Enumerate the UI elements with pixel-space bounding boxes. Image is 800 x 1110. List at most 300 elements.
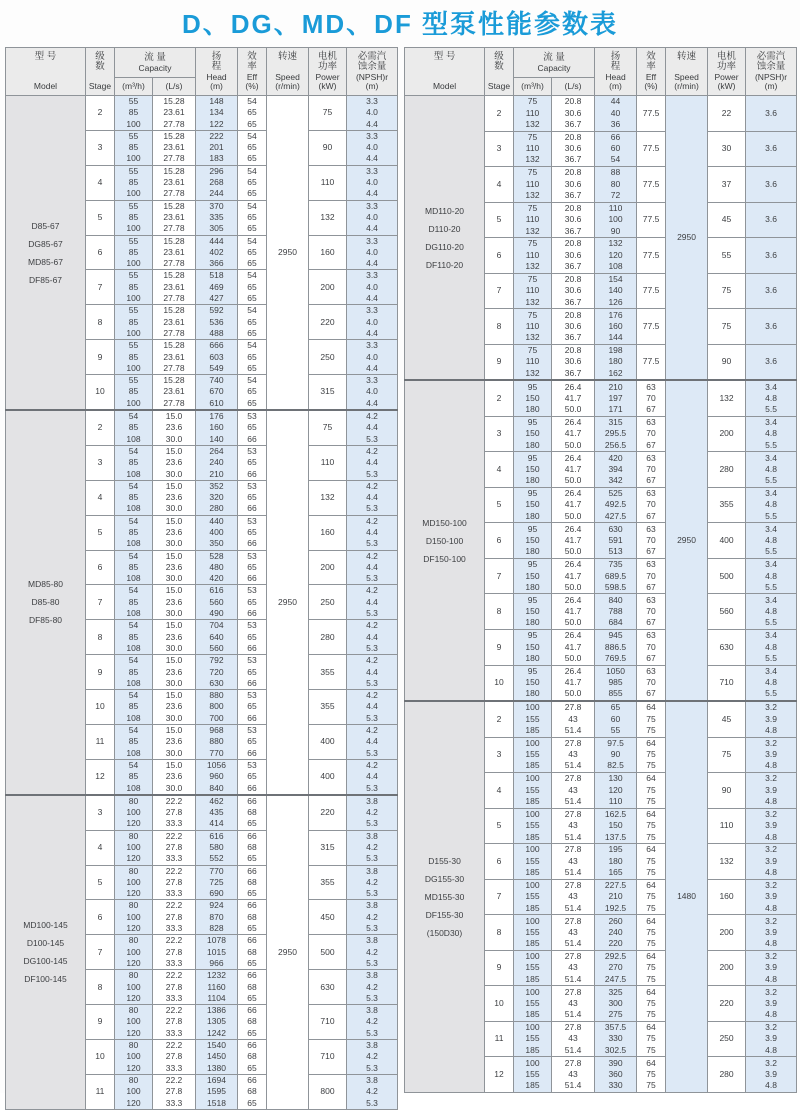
cell-line: 20.8 <box>564 309 582 320</box>
cell-line: 528 <box>209 550 224 561</box>
cell-line: 666 <box>209 340 224 351</box>
cell-line: 3.3 <box>366 130 378 141</box>
capacity-ls-cell <box>552 416 595 452</box>
cell-line: 120 <box>126 888 141 899</box>
eff-cell <box>238 1005 267 1040</box>
cell-line: 3.9 <box>765 784 777 795</box>
eff-cell <box>238 655 267 690</box>
cell-line: 72 <box>610 189 621 200</box>
cell-line: 120 <box>126 1097 141 1108</box>
cell-line: 68 <box>247 981 257 992</box>
stage-cell: 2 <box>485 96 514 132</box>
cell-line: 22.2 <box>165 1074 183 1085</box>
npsh-cell <box>347 375 398 410</box>
cell-line: 126 <box>608 296 623 307</box>
cell-line: 22.2 <box>165 1005 183 1016</box>
cell-line: 3.2 <box>765 986 777 997</box>
stage-cell: 5 <box>86 200 115 235</box>
power-cell: 220 <box>708 986 746 1022</box>
cell-line: 30.0 <box>165 433 183 444</box>
cell-line: 684 <box>608 617 623 628</box>
cell-line: 134 <box>209 107 224 118</box>
stage-cell: 8 <box>86 970 115 1005</box>
cell-line: 260 <box>608 915 623 926</box>
capacity-ls-cell <box>153 1005 196 1040</box>
capacity-m3h-cell <box>115 445 153 480</box>
head-cell <box>196 725 238 760</box>
cell-line: 3.3 <box>366 305 378 316</box>
cell-line: 176 <box>209 411 224 422</box>
capacity-ls-cell <box>552 879 595 915</box>
header-text-line: Stage <box>88 81 112 91</box>
capacity-m3h-cell <box>115 1040 153 1075</box>
cell-line: 335 <box>209 211 224 222</box>
cell-line: 75 <box>646 973 656 984</box>
cell-line: 4.0 <box>366 386 378 397</box>
cell-line: 176 <box>608 309 623 320</box>
header-npsh-labels <box>746 50 796 94</box>
cell-line: 110 <box>525 285 540 296</box>
cell-line: 51.4 <box>564 867 582 878</box>
header-speed <box>267 48 309 96</box>
cell-line: 330 <box>608 1033 623 1044</box>
cell-line: 50.0 <box>564 617 582 628</box>
stage-cell: 8 <box>485 309 514 345</box>
power-cell: 160 <box>309 235 347 270</box>
cell-line: 41.7 <box>564 534 582 545</box>
head-cell <box>595 273 637 309</box>
cell-line: 15.0 <box>165 445 183 456</box>
cell-line: 15.0 <box>165 690 183 701</box>
power-cell: 315 <box>309 375 347 410</box>
cell-line: 97.5 <box>607 737 624 748</box>
model-cell <box>405 96 485 381</box>
eff-cell <box>637 808 666 844</box>
cell-line: 3.9 <box>765 891 777 902</box>
npsh-cell <box>746 487 797 523</box>
eff-cell <box>238 690 267 725</box>
cell-line: 85 <box>128 457 139 468</box>
capacity-m3h-cell <box>115 235 153 270</box>
cell-line: 54 <box>128 550 139 561</box>
cell-line: 67 <box>646 439 656 450</box>
header-text-line: Eff <box>246 71 258 82</box>
cell-line: 4.8 <box>765 867 777 878</box>
power-cell: 37 <box>708 167 746 203</box>
cell-line: 41.7 <box>564 463 582 474</box>
cell-line: 75 <box>646 1044 656 1055</box>
cell-line: 560 <box>209 596 224 607</box>
cell-line: 66 <box>247 1074 257 1085</box>
cell-line: 591 <box>608 534 623 545</box>
cell-line: 220 <box>608 938 623 949</box>
cell-line: 210 <box>209 468 224 479</box>
power-cell: 75 <box>708 273 746 309</box>
cell-line: 855 <box>608 688 623 699</box>
cell-line: 66 <box>247 1040 257 1051</box>
cell-line: 108 <box>126 608 141 619</box>
eff-cell: 77.5 <box>637 238 666 274</box>
power-cell: 400 <box>309 759 347 794</box>
eff-cell <box>238 585 267 620</box>
power-cell: 75 <box>309 410 347 445</box>
cell-line: 33.3 <box>165 992 183 1003</box>
cell-line: 1242 <box>207 1027 226 1038</box>
eff-cell <box>238 970 267 1005</box>
cell-line: 100 <box>126 153 141 164</box>
cell-line: 150 <box>525 392 540 403</box>
power-cell: 355 <box>708 487 746 523</box>
stage-cell: 3 <box>485 737 514 773</box>
cell-line: 27.78 <box>163 153 185 164</box>
cell-line: 1232 <box>207 970 226 981</box>
cell-line: 968 <box>209 725 224 736</box>
stage-row <box>6 96 398 131</box>
cell-line: 23.61 <box>163 142 185 153</box>
stage-cell: 8 <box>86 620 115 655</box>
eff-cell <box>238 340 267 375</box>
cell-line: 4.4 <box>366 188 378 199</box>
cell-line: 15.28 <box>163 270 185 281</box>
cell-line: 480 <box>209 561 224 572</box>
header-text-line: 必需汽 <box>756 50 786 62</box>
cell-line: 469 <box>209 281 224 292</box>
cell-line: 122 <box>209 118 224 129</box>
cell-line: 132 <box>525 332 540 343</box>
cell-line: 185 <box>525 867 540 878</box>
cell-line: 4.2 <box>366 445 378 456</box>
cell-line: 30.6 <box>564 320 582 331</box>
cell-line: 67 <box>646 581 656 592</box>
power-cell: 315 <box>309 830 347 865</box>
header-npsh <box>746 48 797 96</box>
cell-line: 95 <box>527 665 538 676</box>
cell-line: 3.8 <box>366 1074 378 1085</box>
stage-cell: 4 <box>485 773 514 809</box>
header-stage <box>86 48 115 96</box>
cell-line: 75 <box>646 855 656 866</box>
cell-line: 65 <box>247 142 257 153</box>
head-cell <box>196 480 238 515</box>
eff-cell <box>637 380 666 416</box>
stage-cell: 10 <box>86 1040 115 1075</box>
cell-line: 65 <box>247 153 257 164</box>
cell-line: 75 <box>527 167 538 178</box>
head-cell <box>595 523 637 559</box>
cell-line: 108 <box>126 538 141 549</box>
eff-cell <box>238 1040 267 1075</box>
cell-line: 27.78 <box>163 327 185 338</box>
power-cell: 220 <box>309 795 347 830</box>
cell-line: 3.2 <box>765 702 777 713</box>
header-power-labels <box>309 50 346 94</box>
cell-line: 64 <box>646 702 656 713</box>
cell-line: 85 <box>128 666 139 677</box>
cell-line: 54 <box>128 655 139 666</box>
cell-line: 100 <box>126 188 141 199</box>
cell-line: 23.6 <box>165 492 183 503</box>
head-cell <box>196 340 238 375</box>
stage-cell: 4 <box>86 165 115 200</box>
eff-cell <box>238 759 267 794</box>
cell-line: 5.3 <box>366 433 378 444</box>
cell-line: 210 <box>608 891 623 902</box>
cell-line: 4.2 <box>366 515 378 526</box>
cell-line: 95 <box>527 381 538 392</box>
cell-line: 66 <box>247 747 257 758</box>
cell-line: 23.6 <box>165 561 183 572</box>
cell-line: 735 <box>608 559 623 570</box>
cell-line: 41.7 <box>564 392 582 403</box>
cell-line: 15.28 <box>163 130 185 141</box>
capacity-ls-cell <box>552 309 595 345</box>
cell-line: 120 <box>126 957 141 968</box>
capacity-m3h-cell <box>115 725 153 760</box>
cell-line: 43 <box>568 855 578 866</box>
capacity-ls-cell <box>153 515 196 550</box>
cell-line: 66 <box>247 970 257 981</box>
power-cell: 200 <box>708 950 746 986</box>
capacity-m3h-cell <box>115 830 153 865</box>
capacity-m3h-cell <box>115 585 153 620</box>
cell-line: 65 <box>247 771 257 782</box>
cell-line: 740 <box>209 375 224 386</box>
head-cell <box>595 594 637 630</box>
cell-line: 65 <box>247 888 257 899</box>
capacity-ls-cell <box>153 550 196 585</box>
cell-line: 30.6 <box>564 178 582 189</box>
tables-container <box>0 47 800 1110</box>
cell-line: 27.8 <box>165 842 183 852</box>
header-cn-label: 流 量 <box>144 52 166 63</box>
npsh-cell <box>746 844 797 880</box>
capacity-m3h-cell <box>514 986 552 1022</box>
cell-line: 43 <box>568 1069 578 1080</box>
eff-cell <box>238 795 267 830</box>
head-cell <box>196 970 238 1005</box>
cell-line: 4.4 <box>366 293 378 304</box>
header-en-label <box>206 73 226 92</box>
cell-line: 150 <box>525 641 540 652</box>
cell-line: 435 <box>209 807 224 818</box>
model-name: DF100-145 <box>24 974 67 985</box>
cell-line: 63 <box>646 381 656 392</box>
cell-line: 440 <box>209 515 224 526</box>
cell-line: 85 <box>128 596 139 607</box>
cell-line: 720 <box>209 666 224 677</box>
model-name: DF155-30 <box>425 910 464 921</box>
cell-line: 75 <box>646 962 656 973</box>
cell-line: 3.2 <box>765 1022 777 1033</box>
cell-line: 110 <box>608 796 623 806</box>
cell-line: 54 <box>128 515 139 526</box>
head-cell <box>595 238 637 274</box>
stage-cell: 2 <box>485 380 514 416</box>
header-text-line: 功率 <box>318 61 338 72</box>
cell-line: 85 <box>128 316 139 327</box>
npsh-cell: 3.6 <box>746 238 797 274</box>
npsh-cell <box>746 879 797 915</box>
header-cn-label <box>677 52 696 63</box>
cell-line: 3.9 <box>765 855 777 866</box>
stage-cell: 3 <box>86 445 115 480</box>
cell-line: 68 <box>247 842 257 852</box>
cell-line: 30.6 <box>564 356 582 367</box>
cell-line: 33.3 <box>165 853 183 864</box>
cell-line: 54 <box>128 585 139 596</box>
header-unit-m3h: (m³/h) <box>115 78 153 96</box>
cell-line: 15.0 <box>165 620 183 631</box>
cell-line: 68 <box>247 911 257 922</box>
model-name: DG110-20 <box>425 241 464 252</box>
cell-line: 95 <box>527 630 538 641</box>
cell-line: 27.8 <box>564 702 582 713</box>
capacity-ls-cell <box>552 844 595 880</box>
cell-line: 27.8 <box>564 880 582 890</box>
cell-line: 420 <box>209 573 224 584</box>
header-text-line: 效 <box>247 50 257 62</box>
cell-line: 85 <box>128 526 139 537</box>
capacity-m3h-cell <box>514 808 552 844</box>
head-cell <box>196 515 238 550</box>
cell-line: 54 <box>247 200 257 211</box>
npsh-cell <box>746 701 797 737</box>
cell-line: 51.4 <box>564 760 582 771</box>
header-text-line: 转速 <box>278 50 298 62</box>
cell-line: 1160 <box>207 981 226 992</box>
header-text-line: 型 号 <box>433 50 456 62</box>
cell-line: 27.78 <box>163 362 185 373</box>
cell-line: 4.0 <box>366 351 378 362</box>
cell-line: 4.8 <box>765 499 777 510</box>
capacity-ls-cell <box>153 96 196 131</box>
speed-cell: 2950 <box>267 96 309 411</box>
cell-line: 75 <box>646 1069 656 1080</box>
stage-cell: 9 <box>86 340 115 375</box>
cell-line: 51.4 <box>564 938 582 949</box>
cell-line: 53 <box>247 655 257 666</box>
cell-line: 64 <box>646 808 656 819</box>
cell-line: 670 <box>209 386 224 397</box>
head-cell <box>595 665 637 701</box>
cell-line: 120 <box>608 784 623 795</box>
eff-cell <box>238 900 267 935</box>
header-unit-m3h: (m³/h) <box>514 78 552 96</box>
cell-line: 23.61 <box>163 246 185 257</box>
cell-line: 5.5 <box>765 404 777 415</box>
cell-line: 65 <box>247 561 257 572</box>
cell-line: 51.4 <box>564 1009 582 1020</box>
stage-cell: 11 <box>86 1074 115 1109</box>
cell-line: 26.4 <box>564 665 582 676</box>
cell-line: 292.5 <box>604 951 627 962</box>
cell-line: 63 <box>646 665 656 676</box>
cell-line: 15.0 <box>165 515 183 526</box>
capacity-ls-cell <box>153 305 196 340</box>
capacity-m3h-cell <box>514 131 552 167</box>
cell-line: 3.9 <box>765 820 777 831</box>
eff-cell <box>637 986 666 1022</box>
cell-line: 65 <box>247 923 257 934</box>
header-cn-label <box>318 52 337 73</box>
stage-cell: 6 <box>485 844 514 880</box>
cell-line: 315 <box>608 417 623 428</box>
cell-line: 85 <box>128 422 139 433</box>
capacity-m3h-cell <box>115 305 153 340</box>
cell-line: 154 <box>608 273 623 284</box>
eff-cell <box>637 773 666 809</box>
capacity-ls-cell <box>153 1074 196 1109</box>
power-cell: 132 <box>309 480 347 515</box>
header-cn-label <box>611 52 621 73</box>
cell-line: 490 <box>209 608 224 619</box>
cell-line: 54 <box>128 411 139 422</box>
cell-line: 27.8 <box>564 986 582 997</box>
cell-line: 4.2 <box>366 759 378 770</box>
capacity-ls-cell <box>552 915 595 951</box>
cell-line: 70 <box>646 534 656 545</box>
header-text-line: 程 <box>610 61 621 72</box>
cell-line: 960 <box>209 771 224 782</box>
cell-line: 4.2 <box>366 981 378 992</box>
cell-line: 54 <box>247 165 257 176</box>
cell-line: 3.8 <box>366 1040 378 1051</box>
cell-line: 53 <box>247 480 257 491</box>
cell-line: 64 <box>646 737 656 748</box>
cell-line: 4.2 <box>366 585 378 596</box>
cell-line: 5.5 <box>765 510 777 521</box>
header-en-label <box>605 73 625 92</box>
cell-line: 65 <box>247 223 257 234</box>
power-cell: 500 <box>708 558 746 594</box>
cell-line: 110 <box>525 249 540 260</box>
cell-line: 30.0 <box>165 712 183 723</box>
cell-line: 75 <box>646 1009 656 1020</box>
header-text-line: Stage <box>487 81 511 91</box>
capacity-ls-cell <box>153 445 196 480</box>
cell-line: 264 <box>209 445 224 456</box>
header-text-line: 率 <box>247 61 257 72</box>
npsh-cell <box>347 795 398 830</box>
cell-line: 4.8 <box>765 973 777 984</box>
page-title: D、DG、MD、DF 型泵性能参数表 <box>181 9 619 39</box>
cell-line: 55 <box>128 130 139 141</box>
cell-line: 27.8 <box>564 773 582 784</box>
eff-cell <box>238 830 267 865</box>
cell-line: 65 <box>247 211 257 222</box>
cell-line: 63 <box>646 594 656 605</box>
cell-line: 1050 <box>606 665 625 676</box>
cell-line: 30.0 <box>165 642 183 653</box>
eff-cell <box>637 879 666 915</box>
cell-line: 30.0 <box>165 538 183 549</box>
cell-line: 792 <box>209 655 224 666</box>
cell-line: 85 <box>128 107 139 118</box>
cell-line: 155 <box>525 855 540 866</box>
eff-cell <box>238 270 267 305</box>
cell-line: 27.8 <box>564 808 582 819</box>
npsh-cell <box>746 558 797 594</box>
cell-line: 305 <box>209 223 224 234</box>
power-cell: 250 <box>708 1021 746 1057</box>
npsh-cell <box>746 1021 797 1057</box>
cell-line: 108 <box>126 468 141 479</box>
table-body <box>405 96 797 1093</box>
capacity-m3h-cell <box>514 167 552 203</box>
cell-line: 66 <box>247 608 257 619</box>
cell-line: 64 <box>646 844 656 855</box>
cell-line: 65 <box>247 818 257 829</box>
